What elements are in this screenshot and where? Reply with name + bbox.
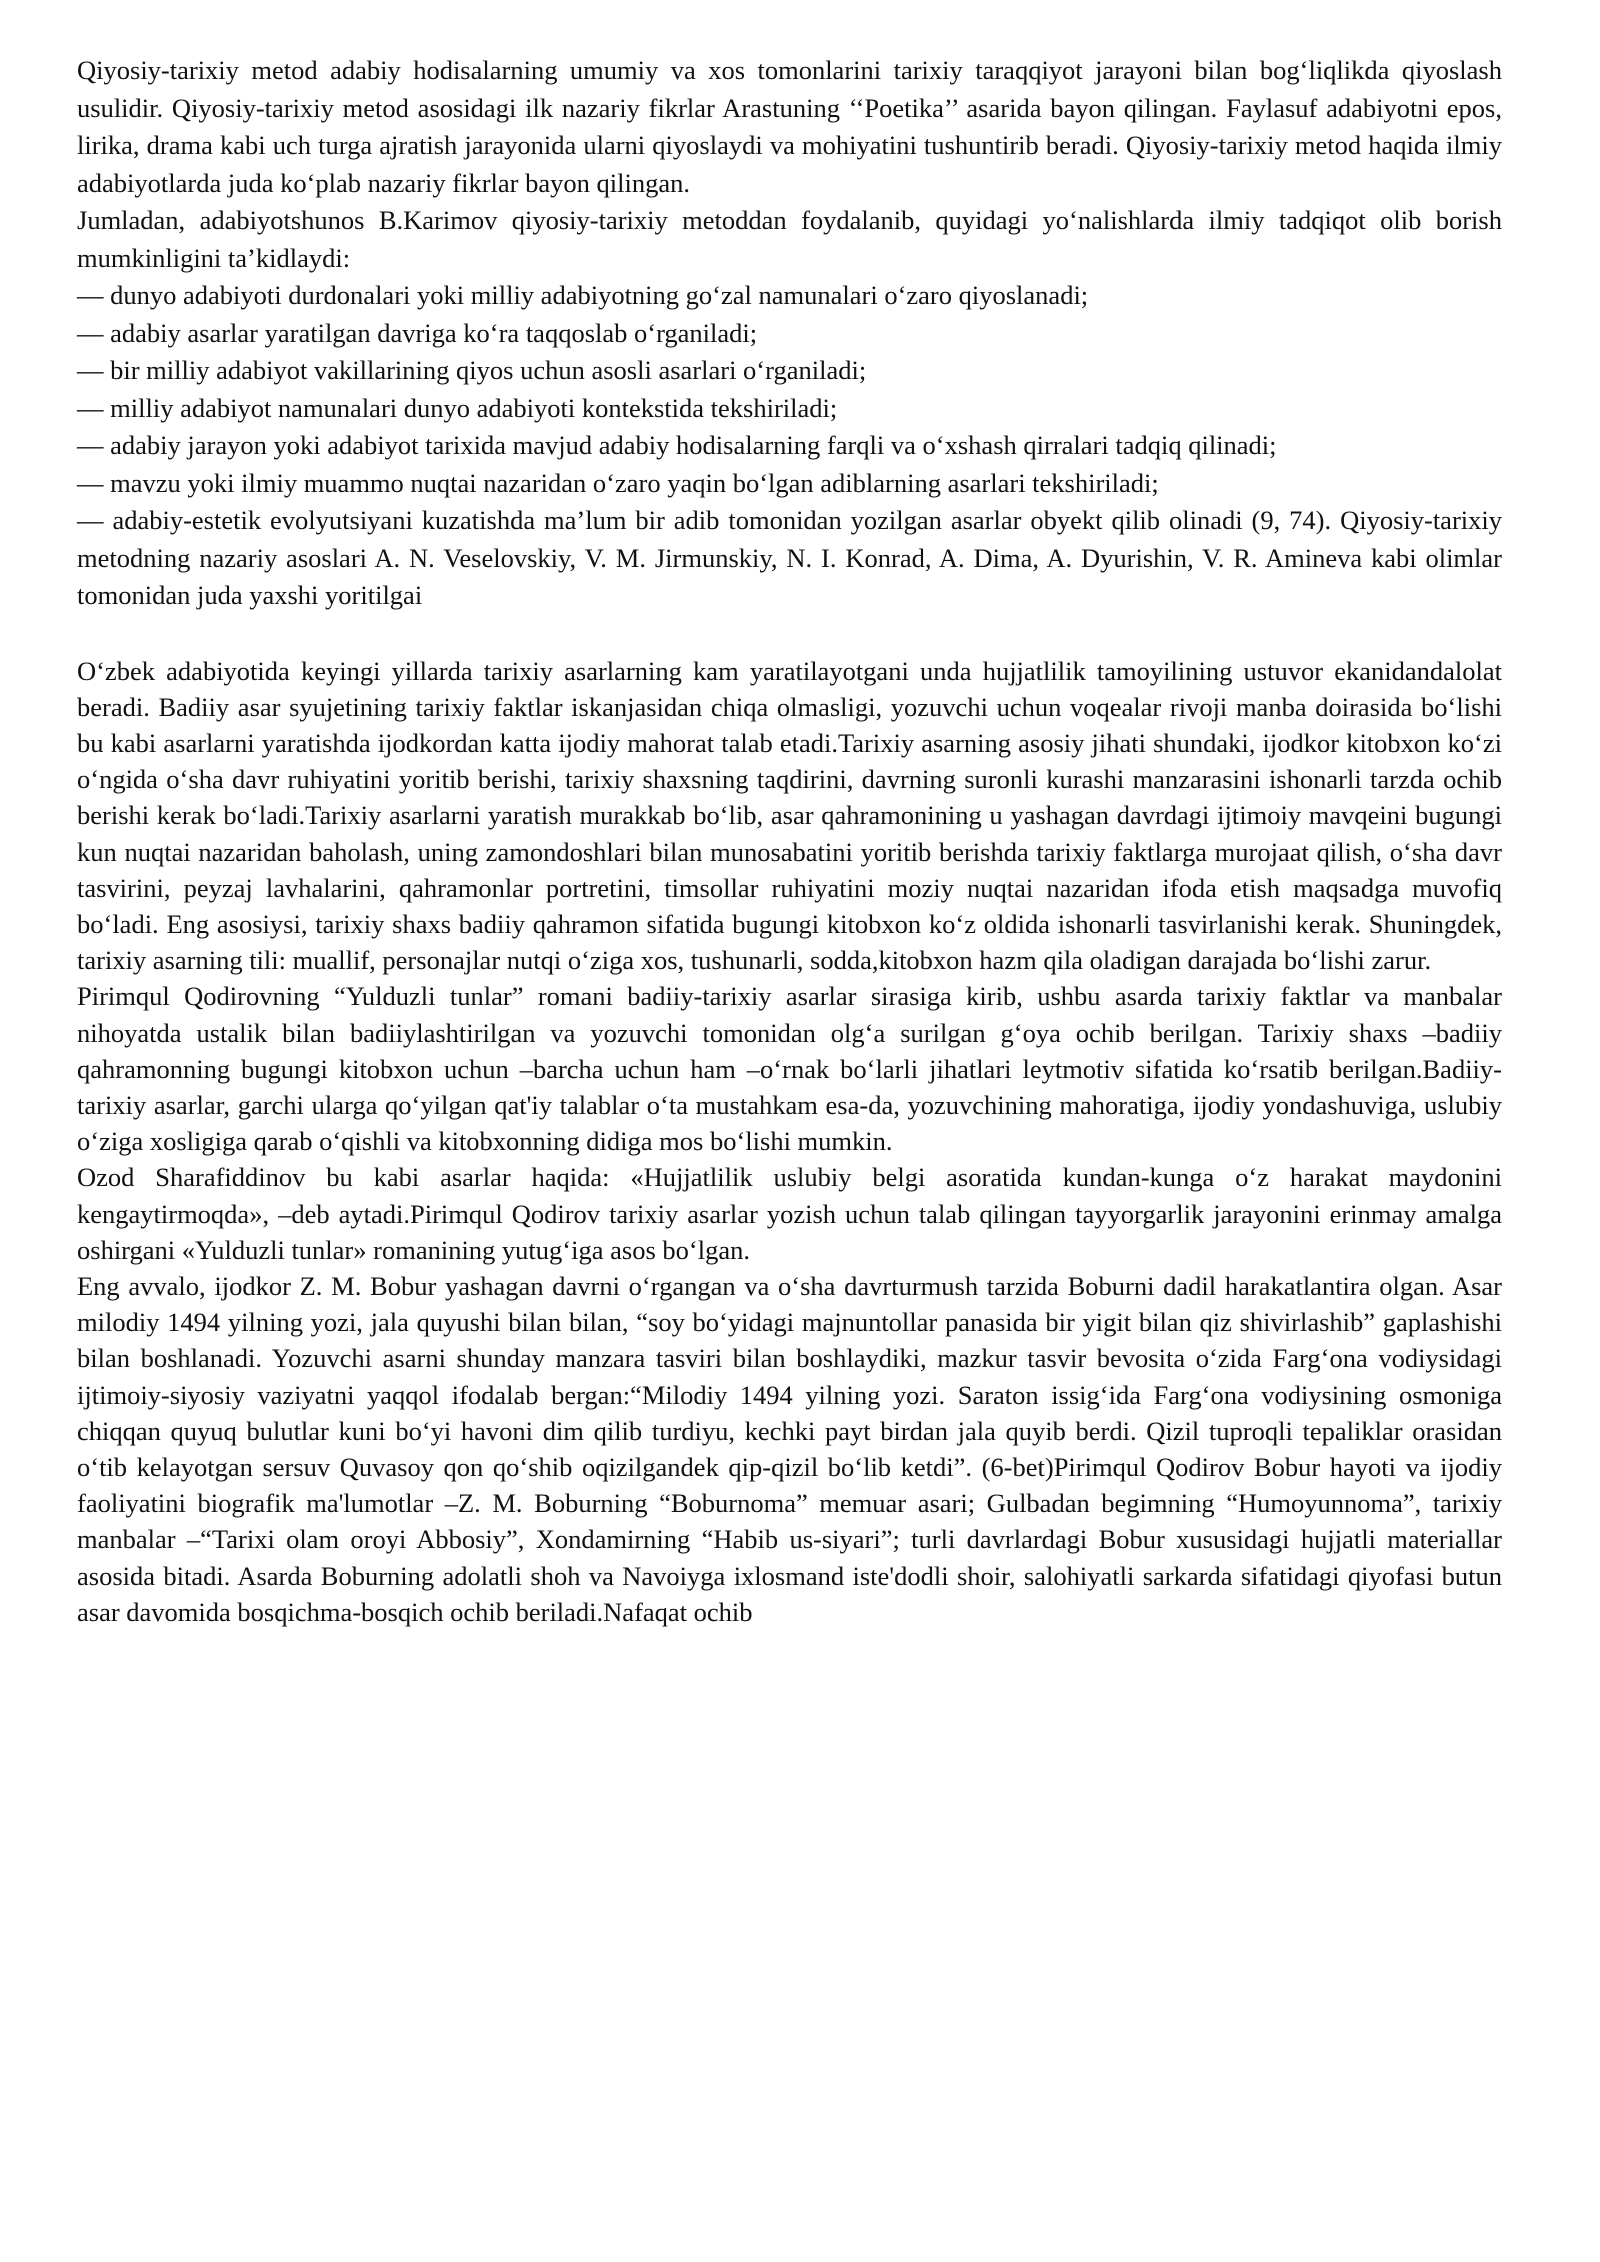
section-comparative-method: [77, 52, 1502, 615]
paragraph: O‘zbek adabiyotida keyingi yillarda tarixiy asarlarning kam yaratilayotgani unda hujjatlilik tamoyilining ustuvor ekanidandalolat beradi. Badiiy asar syujetining tarixiy faktlar iskanjasidan chiqa olmasligi, yozuvchi uchun voqealar rivoji manba doirasida bo‘lishi bu kabi asarlarni yaratishda ijodkordan katta ijodiy mahorat talab etadi.Tarixiy asarning asosiy jihati shundaki, ijodkor kitobxon ko‘zi o‘ngida o‘sha davr ruhiyatini yoritib berishi, tarixiy shaxsning taqdirini, davrning suronli kurashi manzarasini ishonarli tarzda ochib berishi kerak bo‘ladi.Tarixiy asarlarni yaratish murakkab bo‘lib, asar qahramonining u yashagan davrdagi ijtimoiy mavqeini bugungi kun nuqtai nazaridan baholash, uning zamondoshlari bilan munosabatini yoritib berishda tarixiy faktlarga murojaat qilish, o‘sha davr tasvirini, peyzaj lavhalarini, qahramonlar portretini, timsollar ruhiyatini moziy nuqtai nazaridan ifoda etish maqsadga muvofiq bo‘ladi. Eng asosiysi, tarixiy shaxs badiiy qahramon sifatida bugungi kitobxon ko‘z oldida ishonarli tasvirlanishi kerak. Shuningdek, tarixiy asarning tili: muallif, personajlar nutqi o‘ziga xos, tushunarli, sodda,kitobxon hazm qila oladigan darajada bo‘lishi zarur.: [77, 655, 1502, 976]
paragraph: Qiyosiy-tarixiy metod adabiy hodisalarning umumiy va xos tomonlarini tarixiy taraqqiyot jarayoni bilan bog‘liqlikda qiyoslash usulidir. Qiyosiy-tarixiy metod asosidagi ilk nazariy fikrlar Arastuning ‘‘Poetika’’ asarida bayon qilingan. Faylasuf adabiyotni epos, lirika, drama kabi uch turga ajratish jarayonida ularni qiyoslaydi va mohiyatini tushuntirib beradi. Qiyosiy-tarixiy metod haqida ilmiy adabiyotlarda juda ko‘plab nazariy fikrlar bayon qilingan.: [77, 55, 1502, 198]
paragraph: Ozod Sharafiddinov bu kabi asarlar haqida: «Hujjatlilik uslubiy belgi asoratida kundan-kunga o‘z harakat maydonini kengaytirmoqda», –deb aytadi.Pirimqul Qodirov tarixiy asarlar yozish uchun talab qilingan tayyorgarlik jarayonini erinmay amalga oshirgani «Yulduzli tunlar» romanining yutug‘iga asos bo‘lgan.: [77, 1162, 1502, 1265]
list-item: — adabiy-estetik evolyutsiyani kuzatishda ma’lum bir adib tomonidan yozilgan asarlar obyekt qilib olinadi (9, 74). Qiyosiy-tarixiy metodning nazariy asoslari A. N. Veselovskiy, V. M. Jirmunskiy, N. I. Konrad, A. Dima, A. Dyurishin, V. R. Amineva kabi olimlar tomonidan juda yaxshi yoritilgai: [77, 505, 1502, 610]
list-item: — adabiy asarlar yaratilgan davriga ko‘ra taqqoslab o‘rganiladi;: [77, 317, 758, 348]
list-item: — dunyo adabiyoti durdonalari yoki milliy adabiyotning go‘zal namunalari o‘zaro qiyoslanadi;: [77, 280, 1089, 310]
paragraph: Pirimqul Qodirovning “Yulduzli tunlar” romani badiiy-tarixiy asarlar sirasiga kirib, ushbu asarda tarixiy faktlar va manbalar nihoyatda ustalik bilan badiiylashtirilgan va yozuvchi tomonidan olg‘a surilgan g‘oya ochib berilgan. Tarixiy shaxs –badiiy qahramonning bugungi kitobxon uchun –barcha uchun ham –o‘rnak bo‘larli jihatlari leytmotiv sifatida ko‘rsatib berilgan.Badiiy-tarixiy asarlar, garchi ularga qo‘yilgan qat'iy talablar o‘ta mustahkam esa-da, yozuvchining mahoratiga, ijodiy yondashuviga, uslubiy o‘ziga xosligiga qarab o‘qishli va kitobxonning didiga mos bo‘lishi mumkin.: [77, 981, 1502, 1157]
section-historical-novel: [77, 653, 1502, 1630]
document-page: [77, 52, 1502, 1630]
list-item: — bir milliy adabiyot vakillarining qiyos uchun asosli asarlari o‘rganiladi;: [77, 355, 867, 385]
paragraph: Eng avvalo, ijodkor Z. M. Bobur yashagan davrni o‘rgangan va o‘sha davrturmush tarzida Boburni dadil harakatlantira olgan. Asar milodiy 1494 yilning yozi, jala quyushi bilan bilan, “soy bo‘yidagi majnuntollar panasida bir yigit bilan qiz shivirlashib” gaplashishi bilan boshlanadi. Yozuvchi asarni shunday manzara tasviri bilan boshlaydiki, mazkur tasvir bevosita o‘zida Farg‘ona vodiysidagi ijtimoiy-siyosiy vaziyatni yaqqol ifodalab bergan:“Milodiy 1494 yilning yozi. Saraton issig‘ida Farg‘ona vodiysining osmoniga chiqqan quyuq bulutlar kuni bo‘yi havoni dim qilib turdiyu, kechki payt birdan jala quyib berdi. Qizil tuproqli tepaliklar orasidan o‘tib kelayotgan sersuv Quvasoy qon qo‘shib oqizilgandek qip-qizil bo‘lib ketdi”. (6-bet)Pirimqul Qodirov Bobur hayoti va ijodiy faoliyatini biografik ma'lumotlar –Z. M. Boburning “Boburnoma” memuar asari; Gulbadan begimning “Humoyunnoma”, tarixiy manbalar –“Tarixi olam oroyi Abbosiy”, Xondamirning “Habib us-siyari”; turli davrlardagi Bobur xususidagi hujjatli materiallar asosida bitadi. Asarda Boburning adolatli shoh va Navoiyga ixlosmand iste'dodli shoir, salohiyatli sarkarda sifatidagi qiyofasi butun asar davomida bosqichma-bosqich ochib beriladi.Nafaqat ochib: [77, 1270, 1502, 1627]
list-item: — mavzu yoki ilmiy muammo nuqtai nazaridan o‘zaro yaqin bo‘lgan adiblarning asarlari tekshiriladi;: [77, 467, 1159, 498]
paragraph: Jumladan, adabiyotshunos B.Karimov qiyosiy-tarixiy metoddan foydalanib, quyidagi yo‘nalishlarda ilmiy tadqiqot olib borish mumkinligini ta’kidlaydi:: [77, 205, 1502, 273]
list-item: — adabiy jarayon yoki adabiyot tarixida mavjud adabiy hodisalarning farqli va o‘xshash qirralari tadqiq qilinadi;: [77, 430, 1277, 460]
list-item: — milliy adabiyot namunalari dunyo adabiyoti kontekstida tekshiriladi;: [77, 392, 838, 423]
section-gap: [77, 615, 1502, 653]
